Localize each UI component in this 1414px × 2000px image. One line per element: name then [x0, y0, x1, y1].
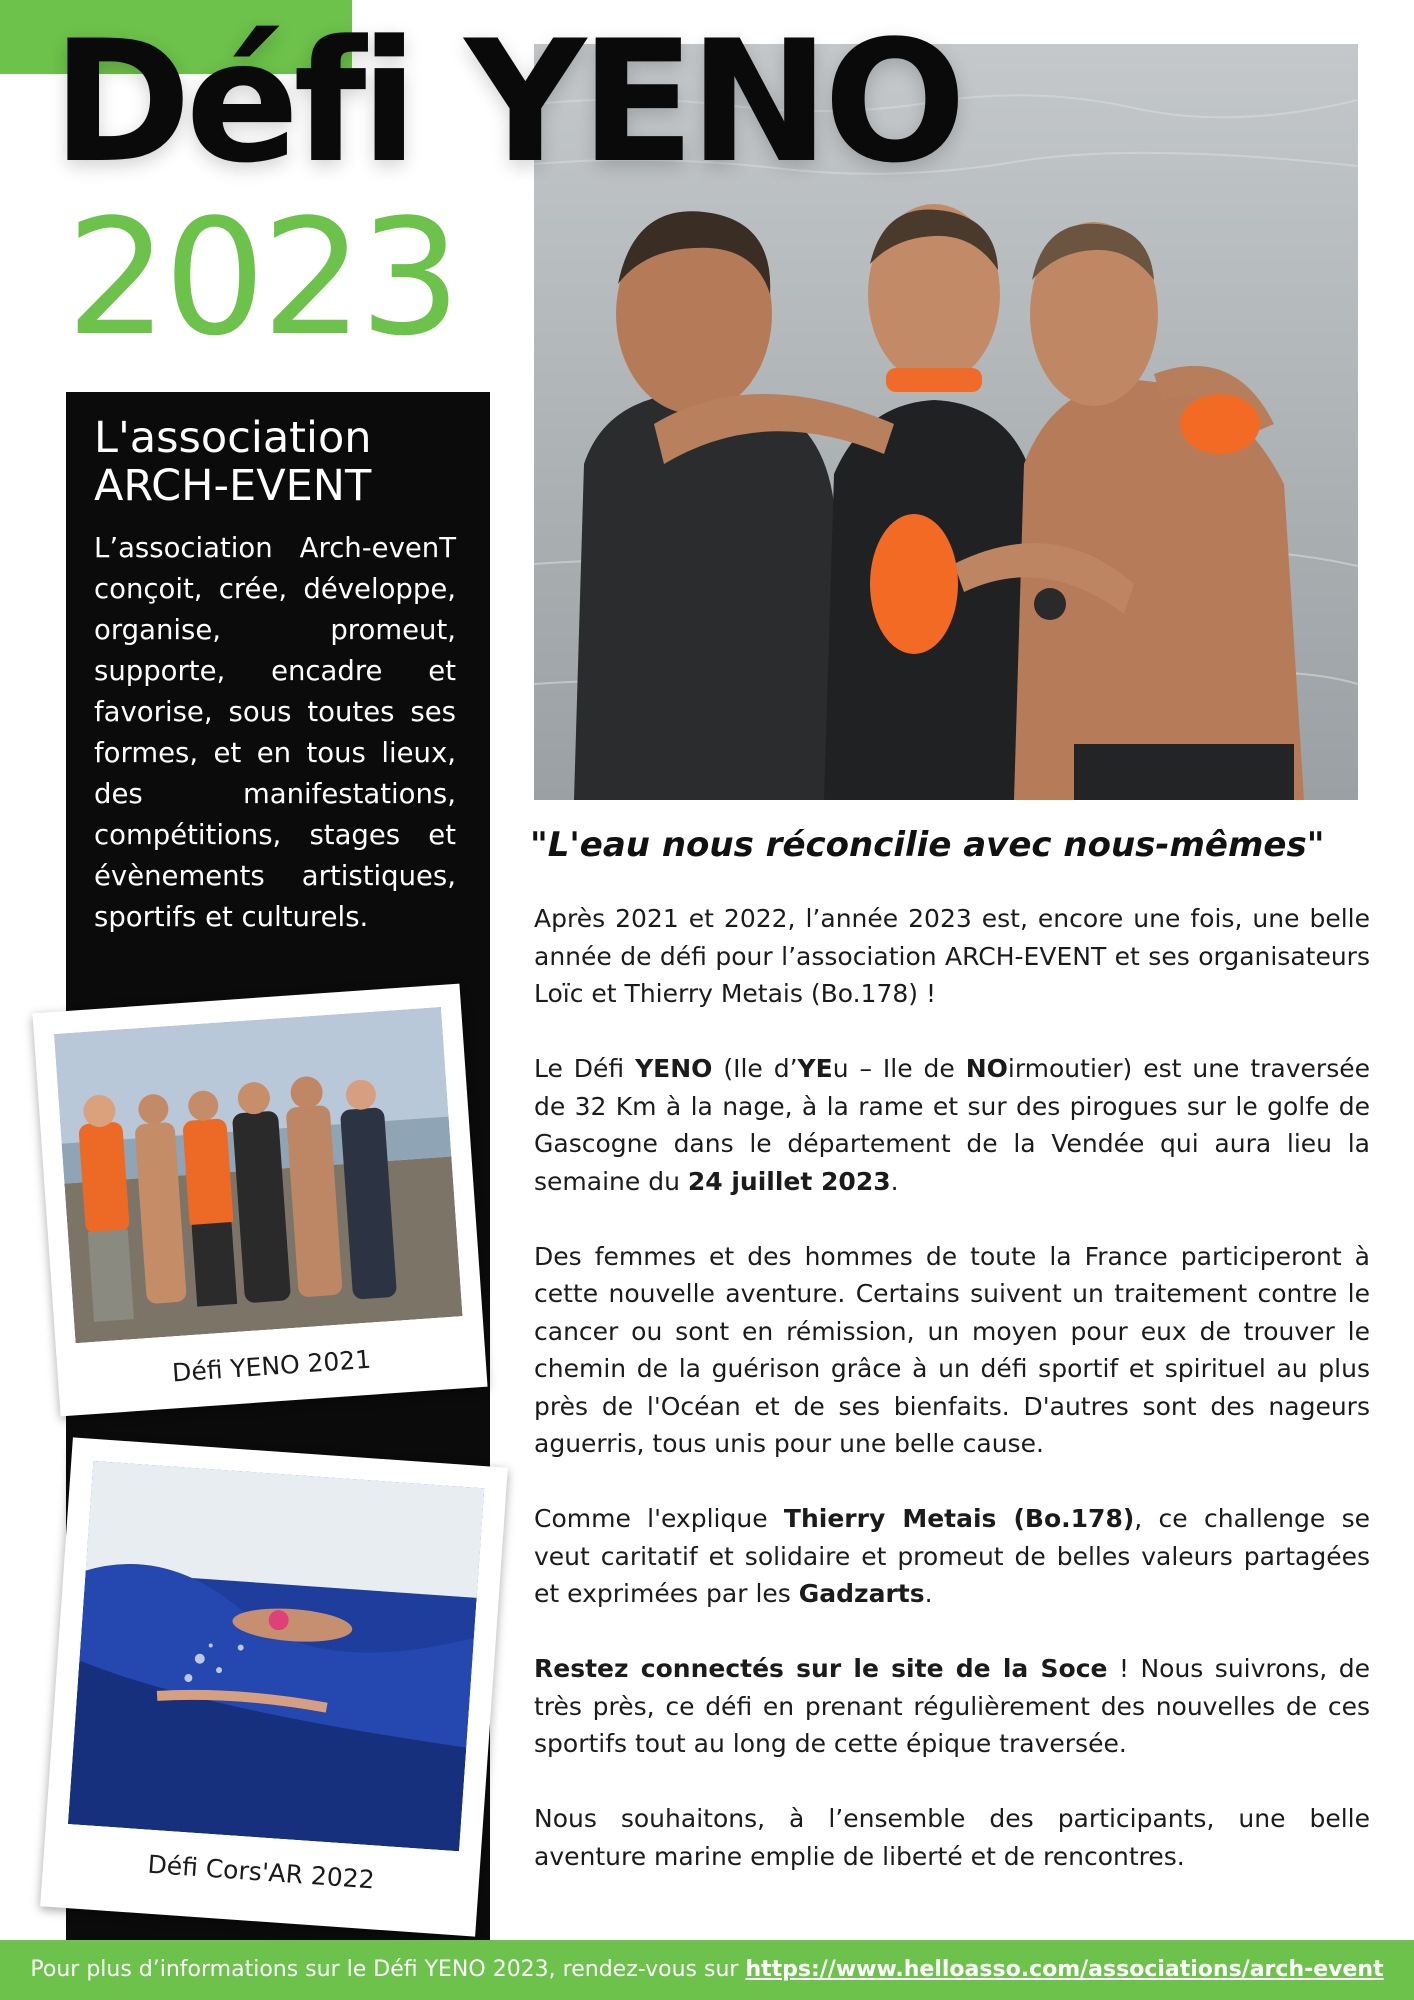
article-body	[534, 900, 1370, 1913]
association-heading-line1: L'association	[94, 413, 372, 463]
article-paragraph-5: Restez connectés sur le site de la Soce ! Nous suivrons, de très près, ce défi en prenant régulièrement des nouvelles de ces sportifs tout au long de cette épique traversée.	[534, 1654, 1370, 1758]
article-paragraph-6: Nous souhaitons, à l’ensemble des participants, une belle aventure marine emplie de liberté et de rencontres.	[534, 1804, 1370, 1871]
association-heading	[94, 414, 474, 510]
underwater-swimmer-photo	[68, 1461, 484, 1851]
group-photo-beach	[54, 1007, 463, 1343]
association-heading-line2: ARCH-EVENT	[94, 461, 372, 511]
page-title-year: 2023	[66, 184, 458, 371]
polaroid-defi-yeno-2021	[32, 984, 487, 1417]
association-description: L’association Arch-evenT conçoit, crée, développe, organise, promeut, supporte, encadre et favorise, sous toutes ses formes, et en tous lieux, des manifestations, compétitions, stages et évènements artistiques, sportifs et culturels.	[94, 532, 456, 933]
pull-quote: "L'eau nous réconcilie avec nous-mêmes"	[530, 825, 1325, 865]
article-paragraph-2: Le Défi YENO (Ile d’YEu – Ile de NOirmoutier) est une traversée de 32 Km à la nage, à la rame et sur des pirogues sur le golfe de Gascogne dans le département de la Vendée qui aura lieu la semaine du 24 juillet 2023.	[534, 1054, 1370, 1196]
polaroid-defi-corsar-2022	[40, 1437, 508, 1936]
article-paragraph-1: Après 2021 et 2022, l’année 2023 est, encore une fois, une belle année de défi pour l’association ARCH-EVENT et ses organisateurs Loïc et Thierry Metais (Bo.178) !	[534, 904, 1370, 1008]
polaroid-caption-2021: Défi YENO 2021	[171, 1344, 373, 1388]
page-title: Défi YENO	[52, 4, 961, 200]
article-paragraph-3: Des femmes et des hommes de toute la France participeront à cette nouvelle aventure. Certains suivent un traitement contre le cancer ou sont en rémission, un moyen pour eux de trouver le chemin de la guérison grâce à un défi sportif et spirituel au plus près de l'Océan et de ses bienfaits. D'autres sont des nageurs aguerris, tous unis pour une belle cause.	[534, 1241, 1370, 1458]
article-paragraph-4: Comme l'explique Thierry Metais (Bo.178), ce challenge se veut caritatif et solidaire et promeut de belles valeurs partagées et exprimées par les Gadzarts.	[534, 1504, 1370, 1608]
footer-text: Pour plus d’informations sur le Défi YENO 2023, rendez-vous sur	[30, 1957, 746, 1982]
polaroid-caption-2022: Défi Cors'AR 2022	[146, 1849, 376, 1895]
footer-bar	[0, 1940, 1414, 2000]
helloasso-link[interactable]: https://www.helloasso.com/associations/arch-event	[745, 1957, 1384, 1982]
